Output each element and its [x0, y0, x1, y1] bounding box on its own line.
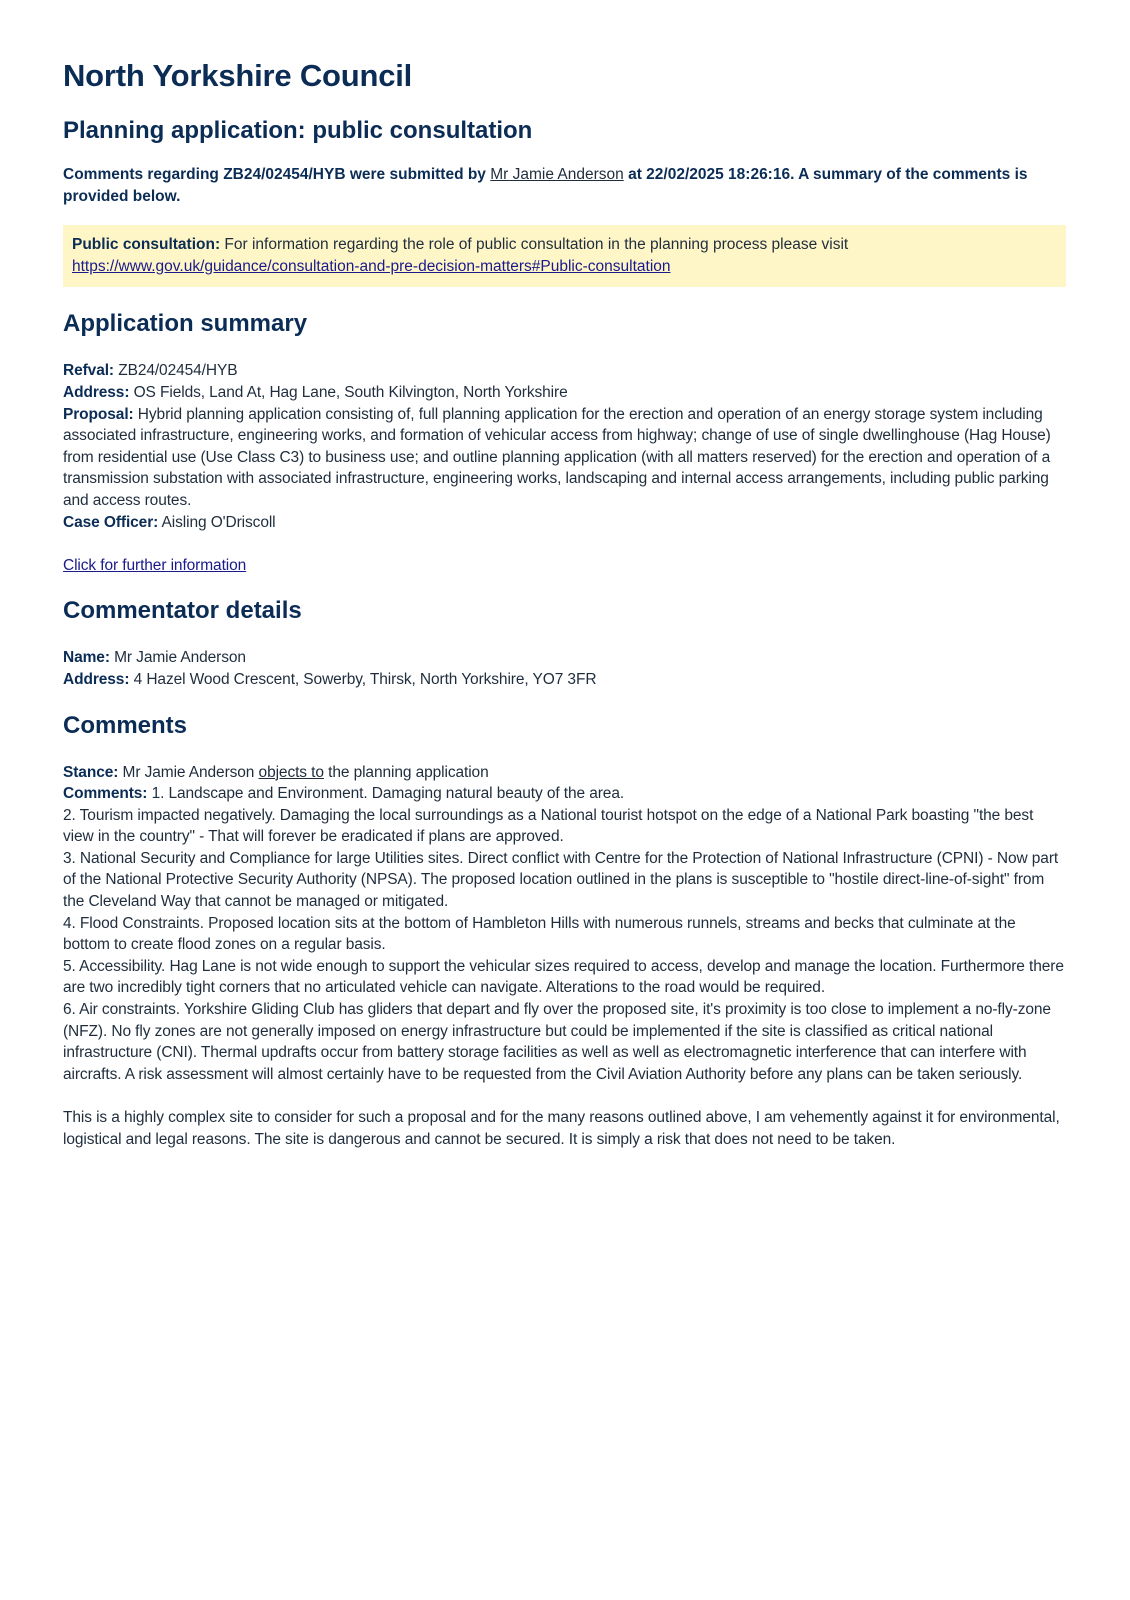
refval-line: [63, 360, 1066, 382]
case-officer-value: Aisling O'Driscoll: [158, 513, 276, 531]
commentator-name-value: Mr Jamie Anderson: [109, 649, 246, 667]
application-summary-heading: Application summary: [63, 310, 308, 338]
case-officer-line: [63, 512, 1066, 534]
submission-intro: [63, 164, 1066, 207]
comment-point-4: 4. Flood Constraints. Proposed location sits at the bottom of Hambleton Hills with numerous runnels, streams and becks that culminate at the bottom to create flood zones on a regular basis.: [63, 914, 1016, 954]
refval-label: Refval:: [63, 362, 114, 380]
intro-prefix: Comments regarding ZB24/02454/HYB were submitted by: [63, 166, 491, 183]
document-page: [63, 52, 1066, 1150]
refval-value: ZB24/02454/HYB: [114, 362, 238, 380]
comment-point-5: 5. Accessibility. Hag Lane is not wide enough to support the vehicular sizes required to access, develop and manage the location. Furthermore there are two incredibly tight corners that no articulated vehicle can navigate. Alterations to the road would be required.: [63, 957, 1064, 997]
address-label: Address:: [63, 383, 130, 401]
commentator-address-value: 4 Hazel Wood Crescent, Sowerby, Thirsk, North Yorkshire, YO7 3FR: [129, 670, 597, 688]
comment-point-1: [63, 783, 1066, 805]
application-summary: [63, 360, 1066, 576]
proposal-label: Proposal:: [63, 405, 134, 423]
stance-label: Stance:: [63, 763, 119, 781]
commentator-name-line: [63, 647, 1066, 669]
comment-point-2: 2. Tourism impacted negatively. Damaging the local surroundings as a National tourist hotspot on the edge of a National Park boasting "the best view in the country" - That will forever be eradicated if plans are approved.: [63, 806, 1034, 846]
further-info-line: [63, 555, 1066, 577]
notice-label: Public consultation:: [72, 236, 221, 254]
page-heading: Planning application: public consultation: [63, 117, 533, 144]
comment-point-1-text: 1. Landscape and Environment. Damaging natural beauty of the area.: [147, 785, 625, 803]
stance-prefix: Mr Jamie Anderson: [118, 763, 259, 781]
consultation-notice: [63, 225, 1066, 287]
address-line: [63, 382, 1066, 404]
stance-link[interactable]: objects to: [258, 763, 324, 781]
comments-heading: Comments: [63, 711, 188, 739]
commentator-address-label: Address:: [63, 670, 130, 688]
comments-body: [63, 762, 1066, 1151]
consultation-guidance-link[interactable]: https://www.gov.uk/guidance/consultation-and-pre-decision-matters#Public-consultation: [72, 257, 671, 275]
proposal-value: Hybrid planning application consisting of, full planning application for the erection and operation of an energy storage system including associated infrastructure, engineering works, and formation of vehicular access from highway; change of use of single dwellinghouse (Hag House) from residential use (Use Class C3) to business use; and outline planning application (with all matters reserved) for the erection and operation of a transmission substation with associated infrastructure, engineering works, landscaping and internal access arrangements, including public parking and access routes.: [63, 405, 1051, 509]
comment-conclusion: This is a highly complex site to consider for such a proposal and for the many reasons outlined above, I am vehemently against it for environmental, logistical and legal reasons. The site is dangerous and cannot be secured. It is simply a risk that does not need to be taken.: [63, 1109, 1060, 1148]
commenter-link[interactable]: Mr Jamie Anderson: [490, 166, 624, 183]
further-info-link[interactable]: Click for further information: [63, 556, 247, 574]
commentator-details: [63, 647, 1066, 690]
stance-suffix: the planning application: [323, 763, 489, 781]
commentator-address-line: [63, 669, 1066, 691]
council-name: North Yorkshire Council: [63, 58, 413, 93]
address-value: OS Fields, Land At, Hag Lane, South Kilvington, North Yorkshire: [129, 383, 568, 401]
comments-label: Comments:: [63, 785, 148, 803]
commentator-heading: Commentator details: [63, 597, 302, 625]
intro-suffix: at 22/02/2025 18:26:16. A summary of the comments is provided below.: [63, 166, 1028, 205]
commentator-name-label: Name:: [63, 649, 110, 667]
comment-point-3: 3. National Security and Compliance for large Utilities sites. Direct conflict with Centre for the Protection of National Infrastructure (CPNI) - Now part of the National Protective Security Authority (NPSA). The proposed location outlined in the plans is susceptible to "hostile direct-line-of-sight" from the Cleveland Way that cannot be managed or mitigated.: [63, 849, 1059, 911]
proposal-line: [63, 404, 1066, 512]
stance-line: [63, 762, 1066, 784]
comment-point-6: 6. Air constraints. Yorkshire Gliding Club has gliders that depart and fly over the proposed site, it's proximity is too close to implement a no-fly-zone (NFZ). No fly zones are not generally imposed on energy infrastructure but could be implemented if the site is classified as critical national infrastructure (CNI). Thermal updrafts occur from battery storage facilities as well as well as electromagnetic interference that can interfere with aircrafts. A risk assessment will almost certainly have to be requested from the Civil Aviation Authority before any plans can be taken seriously.: [63, 1001, 1051, 1083]
case-officer-label: Case Officer:: [63, 513, 159, 531]
notice-text: For information regarding the role of public consultation in the planning process please visit: [220, 236, 849, 254]
